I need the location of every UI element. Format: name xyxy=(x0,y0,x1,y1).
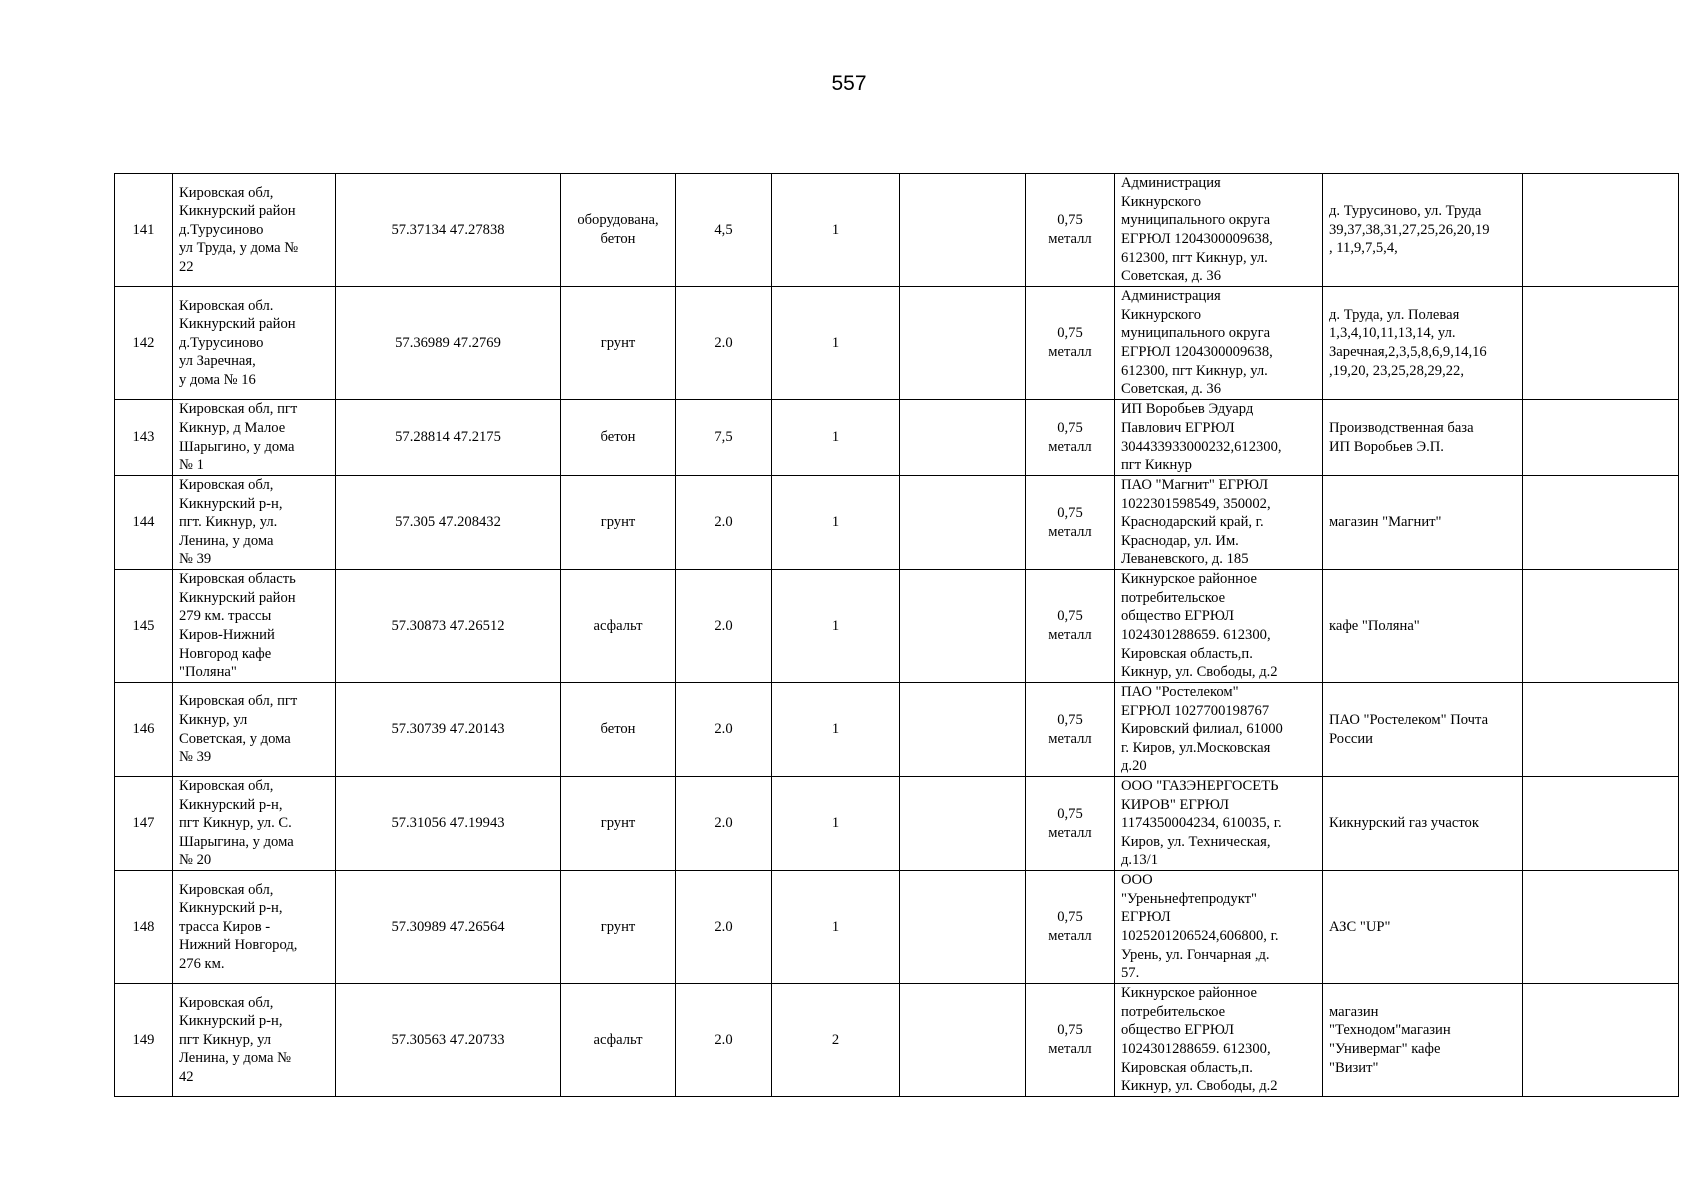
material-value: металл xyxy=(1048,928,1092,944)
empty-cell xyxy=(900,287,1026,400)
container-count-cell: 1 xyxy=(772,400,900,476)
material-value: металл xyxy=(1048,231,1092,247)
surface-cell: асфальт xyxy=(561,984,676,1097)
last-cell xyxy=(1523,871,1679,984)
container-count-cell: 1 xyxy=(772,476,900,570)
area-cell: 2.0 xyxy=(676,683,772,777)
address-cell: Кировская обл, Кикнурский район д.Турусиново ул Труда, у дома № 22 xyxy=(173,174,336,287)
area-cell: 2.0 xyxy=(676,984,772,1097)
volume-value: 0,75 xyxy=(1057,504,1083,521)
row-number-cell: 146 xyxy=(115,683,173,777)
empty-cell xyxy=(900,871,1026,984)
table-row xyxy=(115,871,1679,984)
address-cell: Кировская обл, пгт Кикнур, д Малое Шарыгино, у дома № 1 xyxy=(173,400,336,476)
row-number-cell: 148 xyxy=(115,871,173,984)
material-value: металл xyxy=(1048,344,1092,360)
empty-cell xyxy=(900,683,1026,777)
last-cell xyxy=(1523,777,1679,871)
container-volume-cell xyxy=(1026,570,1115,683)
last-cell xyxy=(1523,476,1679,570)
page-number: 557 xyxy=(831,72,867,95)
waste-sources-cell: д. Турусиново, ул. Труда 39,37,38,31,27,25,26,20,19 , 11,9,7,5,4, xyxy=(1323,174,1523,287)
container-count-cell: 1 xyxy=(772,174,900,287)
last-cell xyxy=(1523,287,1679,400)
volume-value: 0,75 xyxy=(1057,608,1083,625)
table-row xyxy=(115,777,1679,871)
volume-value: 0,75 xyxy=(1057,419,1083,436)
empty-cell xyxy=(900,400,1026,476)
container-volume-cell xyxy=(1026,400,1115,476)
last-cell xyxy=(1523,400,1679,476)
area-cell: 2.0 xyxy=(676,777,772,871)
container-count-cell: 1 xyxy=(772,777,900,871)
material-value: металл xyxy=(1048,627,1092,643)
container-volume-cell xyxy=(1026,287,1115,400)
waste-sources-cell: магазин "Технодом"магазин "Универмаг" кафе "Визит" xyxy=(1323,984,1523,1097)
owner-cell: Кикнурское районное потребительское общество ЕГРЮЛ 1024301288659. 612300, Кировская область,п. Кикнур, ул. Свободы, д.2 xyxy=(1115,570,1323,683)
address-cell: Кировская обл. Кикнурский район д.Турусиново ул Заречная, у дома № 16 xyxy=(173,287,336,400)
empty-cell xyxy=(900,570,1026,683)
surface-cell: оборудована, бетон xyxy=(561,174,676,287)
last-cell xyxy=(1523,984,1679,1097)
coordinates-cell: 57.30873 47.26512 xyxy=(336,570,561,683)
coordinates-cell: 57.30739 47.20143 xyxy=(336,683,561,777)
waste-sources-cell: Кикнурский газ участок xyxy=(1323,777,1523,871)
empty-cell xyxy=(900,984,1026,1097)
area-cell: 4,5 xyxy=(676,174,772,287)
waste-sources-cell: ПАО "Ростелеком" Почта России xyxy=(1323,683,1523,777)
last-cell xyxy=(1523,683,1679,777)
coordinates-cell: 57.30563 47.20733 xyxy=(336,984,561,1097)
row-number-cell: 141 xyxy=(115,174,173,287)
volume-value: 0,75 xyxy=(1057,325,1083,342)
container-count-cell: 1 xyxy=(772,570,900,683)
empty-cell xyxy=(900,174,1026,287)
material-value: металл xyxy=(1048,824,1092,841)
container-count-cell: 1 xyxy=(772,683,900,777)
coordinates-cell: 57.31056 47.19943 xyxy=(336,777,561,871)
table-row xyxy=(115,400,1679,476)
container-count-cell: 1 xyxy=(772,287,900,400)
address-cell: Кировская обл, Кикнурский р-н, трасса Киров - Нижний Новгород, 276 км. xyxy=(173,871,336,984)
surface-cell: бетон xyxy=(561,683,676,777)
waste-sources-cell: АЗС "UP" xyxy=(1323,871,1523,984)
container-count-cell: 1 xyxy=(772,871,900,984)
coordinates-cell: 57.36989 47.2769 xyxy=(336,287,561,400)
table-row xyxy=(115,287,1679,400)
container-volume-cell xyxy=(1026,777,1115,871)
table-row xyxy=(115,683,1679,777)
material-value: металл xyxy=(1048,1041,1092,1057)
address-cell: Кировская обл, Кикнурский р-н, пгт Кикнур, ул. С. Шарыгина, у дома № 20 xyxy=(173,777,336,871)
area-cell: 2.0 xyxy=(676,476,772,570)
area-cell: 2.0 xyxy=(676,570,772,683)
volume-value: 0,75 xyxy=(1057,711,1083,728)
volume-value: 0,75 xyxy=(1057,909,1083,926)
table-row xyxy=(115,476,1679,570)
surface-cell: асфальт xyxy=(561,570,676,683)
coordinates-cell: 57.37134 47.27838 xyxy=(336,174,561,287)
table-row xyxy=(115,984,1679,1097)
address-cell: Кировская обл, пгт Кикнур, ул Советская, у дома № 39 xyxy=(173,683,336,777)
row-number-cell: 142 xyxy=(115,287,173,400)
material-value: металл xyxy=(1048,730,1092,747)
owner-cell: ИП Воробьев Эдуард Павлович ЕГРЮЛ 304433933000232,612300, пгт Кикнур xyxy=(1115,400,1323,476)
surface-cell: грунт xyxy=(561,287,676,400)
surface-cell: грунт xyxy=(561,777,676,871)
coordinates-cell: 57.28814 47.2175 xyxy=(336,400,561,476)
container-volume-cell xyxy=(1026,984,1115,1097)
coordinates-cell: 57.30989 47.26564 xyxy=(336,871,561,984)
volume-value: 0,75 xyxy=(1057,805,1083,822)
container-volume-cell xyxy=(1026,871,1115,984)
material-value: металл xyxy=(1048,438,1092,455)
table-row xyxy=(115,174,1679,287)
last-cell xyxy=(1523,570,1679,683)
waste-sources-cell: д. Труда, ул. Полевая 1,3,4,10,11,13,14, ул. Заречная,2,3,5,8,6,9,14,16 ,19,20, 23,25,28,29,22, xyxy=(1323,287,1523,400)
row-number-cell: 145 xyxy=(115,570,173,683)
row-number-cell: 147 xyxy=(115,777,173,871)
empty-cell xyxy=(900,476,1026,570)
owner-cell: ООО "ГАЗЭНЕРГОСЕТЬ КИРОВ" ЕГРЮЛ 1174350004234, 610035, г. Киров, ул. Техническая, д.13/1 xyxy=(1115,777,1323,871)
container-volume-cell xyxy=(1026,476,1115,570)
registry-table xyxy=(114,173,1679,1097)
container-count-cell: 2 xyxy=(772,984,900,1097)
coordinates-cell: 57.305 47.208432 xyxy=(336,476,561,570)
last-cell xyxy=(1523,174,1679,287)
address-cell: Кировская обл, Кикнурский р-н, пгт Кикнур, ул Ленина, у дома № 42 xyxy=(173,984,336,1097)
row-number-cell: 149 xyxy=(115,984,173,1097)
row-number-cell: 143 xyxy=(115,400,173,476)
table-row xyxy=(115,570,1679,683)
owner-cell: ООО "Уреньнефтепродукт" ЕГРЮЛ 1025201206524,606800, г. Урень, ул. Гончарная ,д. 57. xyxy=(1115,871,1323,984)
empty-cell xyxy=(900,777,1026,871)
container-volume-cell xyxy=(1026,174,1115,287)
waste-sources-cell: кафе "Поляна" xyxy=(1323,570,1523,683)
area-cell: 2.0 xyxy=(676,871,772,984)
owner-cell: Администрация Кикнурского муниципального округа ЕГРЮЛ 1204300009638, 612300, пгт Кикнур, ул. Советская, д. 36 xyxy=(1115,287,1323,400)
container-volume-cell xyxy=(1026,683,1115,777)
owner-cell: ПАО "Ростелеком" ЕГРЮЛ 1027700198767 Кировский филиал, 61000 г. Киров, ул.Московская д.20 xyxy=(1115,683,1323,777)
area-cell: 7,5 xyxy=(676,400,772,476)
address-cell: Кировская область Кикнурский район 279 км. трассы Киров-Нижний Новгород кафе "Поляна" xyxy=(173,570,336,683)
waste-sources-cell: Производственная база ИП Воробьев Э.П. xyxy=(1323,400,1523,476)
owner-cell: Кикнурское районное потребительское общество ЕГРЮЛ 1024301288659. 612300, Кировская область,п. Кикнур, ул. Свободы, д.2 xyxy=(1115,984,1323,1097)
surface-cell: бетон xyxy=(561,400,676,476)
volume-value: 0,75 xyxy=(1057,212,1083,229)
address-cell: Кировская обл, Кикнурский р-н, пгт. Кикнур, ул. Ленина, у дома № 39 xyxy=(173,476,336,570)
waste-sources-cell: магазин "Магнит" xyxy=(1323,476,1523,570)
surface-cell: грунт xyxy=(561,871,676,984)
owner-cell: Администрация Кикнурского муниципального округа ЕГРЮЛ 1204300009638, 612300, пгт Кикнур, ул. Советская, д. 36 xyxy=(1115,174,1323,287)
table-body xyxy=(115,174,1679,1097)
area-cell: 2.0 xyxy=(676,287,772,400)
material-value: металл xyxy=(1048,523,1092,540)
row-number-cell: 144 xyxy=(115,476,173,570)
owner-cell: ПАО "Магнит" ЕГРЮЛ 1022301598549, 350002, Краснодарский край, г. Краснодар, ул. Им. Леваневского, д. 185 xyxy=(1115,476,1323,570)
volume-value: 0,75 xyxy=(1057,1022,1083,1039)
surface-cell: грунт xyxy=(561,476,676,570)
